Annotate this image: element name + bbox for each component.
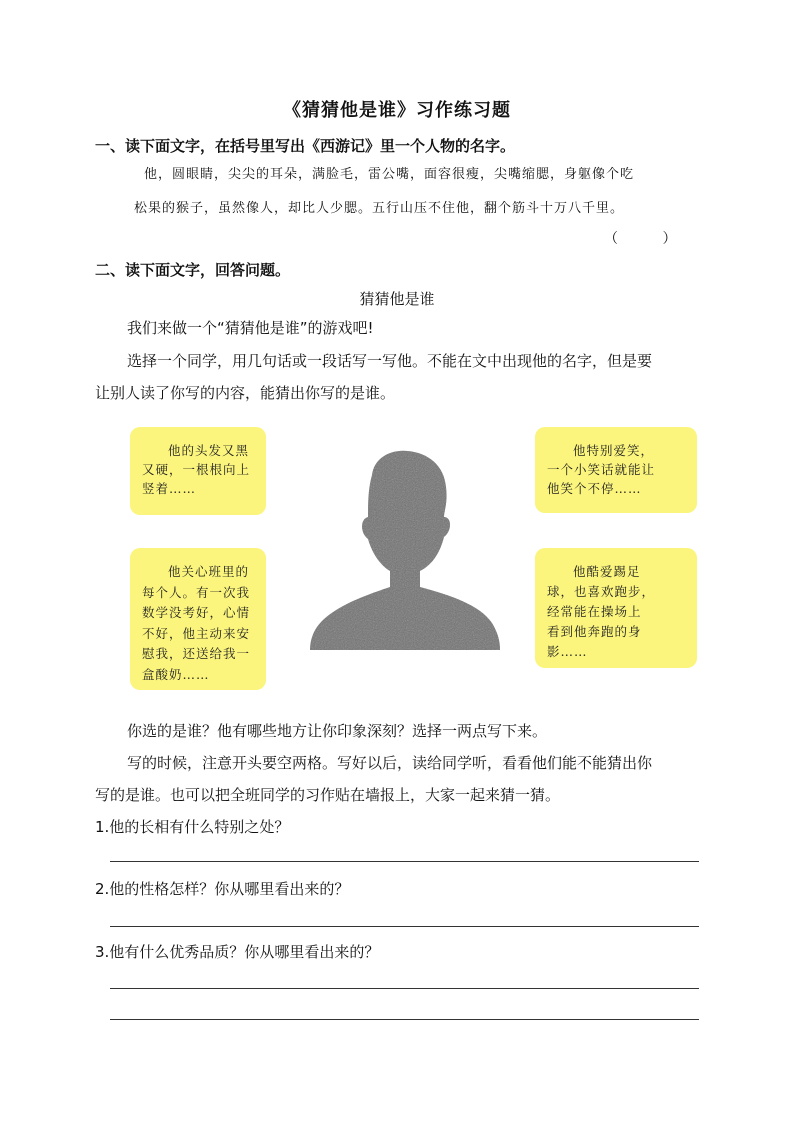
card-top-left bbox=[130, 427, 266, 515]
passage-paragraph-1: 我们来做一个“猜猜他是谁”的游戏吧! bbox=[127, 319, 374, 337]
card-text: 经常能在操场上 bbox=[547, 604, 642, 619]
section2-heading: 二、读下面文字，回答问题。 bbox=[95, 261, 291, 279]
card-text: 一个小笑话就能让 bbox=[547, 462, 656, 477]
answer-line[interactable] bbox=[110, 861, 699, 862]
passage-title: 猜猜他是谁 bbox=[359, 290, 435, 308]
card-text: 他特别爱笑， bbox=[573, 443, 655, 458]
card-text: 每个人。有一次我 bbox=[142, 584, 251, 600]
section1-heading: 一、读下面文字，在括号里写出《西游记》里一个人物的名字。 bbox=[95, 137, 516, 155]
card-text: 影…… bbox=[547, 644, 588, 659]
question-1: 1.他的长相有什么特别之处？ bbox=[95, 818, 290, 836]
card-bottom-right bbox=[535, 548, 697, 668]
card-text: 他笑个不停…… bbox=[547, 481, 642, 496]
card-text: 慰我，还送给我一 bbox=[142, 646, 251, 661]
card-top-right bbox=[535, 427, 697, 513]
card-text: 数学没考好，心情 bbox=[142, 605, 251, 620]
passage-paragraph-2b: 让别人读了你写的内容，能猜出你写的是谁。 bbox=[95, 384, 396, 402]
card-text: 他关心班里的 bbox=[168, 564, 250, 579]
answer-line[interactable] bbox=[110, 1019, 699, 1020]
person-silhouette-icon bbox=[310, 445, 500, 650]
card-text: 竖着…… bbox=[142, 481, 197, 496]
card-text: 又硬，一根根向上 bbox=[142, 462, 251, 477]
instruction-paragraph-4a: 写的时候，注意开头要空两格。写好以后，读给同学听，看看他们能不能猜出你 bbox=[127, 754, 653, 772]
answer-line[interactable] bbox=[110, 988, 699, 989]
card-text: 盒酸奶…… bbox=[142, 666, 210, 682]
page-title: 《猜猜他是谁》习作练习题 bbox=[283, 100, 511, 121]
section1-line2: 松果的猴子，虽然像人，却比人少腮。五行山压不住他，翻个筋斗十万八千里。 bbox=[134, 201, 625, 216]
question-3: 3.他有什么优秀品质？你从哪里看出来的？ bbox=[95, 943, 380, 961]
card-text: 他酷爱踢足 bbox=[573, 564, 641, 579]
section1-line1: 他，圆眼睛，尖尖的耳朵，满脸毛，雷公嘴，面容很瘦，尖嘴缩腮，身躯像个吃 bbox=[144, 167, 635, 182]
card-text: 看到他奔跑的身 bbox=[547, 624, 642, 639]
instruction-paragraph-3: 你选的是谁？他有哪些地方让你印象深刻？选择一两点写下来。 bbox=[127, 722, 548, 740]
card-text: 他的头发又黑 bbox=[168, 443, 250, 458]
card-bottom-left bbox=[130, 548, 266, 690]
answer-parentheses[interactable]: （ ） bbox=[604, 231, 677, 247]
answer-line[interactable] bbox=[110, 926, 699, 927]
instruction-paragraph-4b: 写的是谁。也可以把全班同学的习作贴在墙报上，大家一起来猜一猜。 bbox=[95, 786, 561, 804]
question-2: 2.他的性格怎样？你从哪里看出来的？ bbox=[95, 880, 350, 898]
passage-paragraph-2a: 选择一个同学，用几句话或一段话写一写他。不能在文中出现他的名字，但是要 bbox=[127, 352, 653, 370]
card-text: 不好，他主动来安 bbox=[142, 625, 251, 641]
card-text: 球，也喜欢跑步， bbox=[547, 584, 656, 599]
